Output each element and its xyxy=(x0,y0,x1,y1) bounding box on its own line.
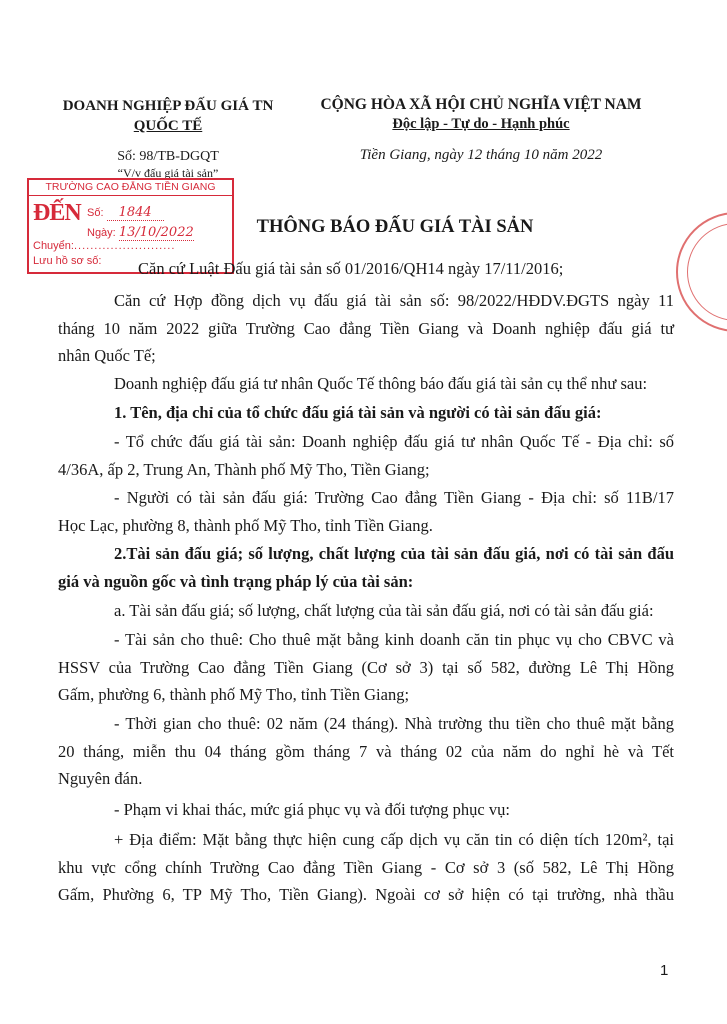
paragraph-rental-period: - Thời gian cho thuê: 02 năm (24 tháng). Nhà trường thu tiền cho thuê mặt bằng 20 tháng, miễn thu 04 tháng gồm tháng 7 và tháng 02 của năm do nghỉ hè và Tết Nguyên đán. xyxy=(58,714,674,788)
stamp-ngay-value: 13/10/2022 xyxy=(118,225,194,240)
org-name xyxy=(40,96,296,136)
paragraph-contract: Căn cứ Hợp đồng dịch vụ đấu giá tài sản số: 98/2022/HĐDV.ĐGTS ngày 11 tháng 10 năm 2022 giữa Trường Cao đẳng Tiền Giang và Doanh nghiệp đấu giá tư nhân Quốc Tế; xyxy=(58,291,674,365)
stamp-so-value: 1844 xyxy=(107,205,164,221)
paragraph-location: + Địa điểm: Mặt bằng thực hiện cung cấp dịch vụ căn tin có diện tích 120m², tại khu vực cổng chính Trường Cao đẳng Tiền Giang - Cơ sở 3 (số 582, Lê Thị Hồng Gấm, Phường 6, TP Mỹ Tho, Tiền Giang). Ngoài cơ sở hiện có tại trường, nhà thầu xyxy=(58,830,674,904)
stamp-org: TRƯỜNG CAO ĐẲNG TIỀN GIANG xyxy=(29,180,232,196)
received-stamp: TRƯỜNG CAO ĐẲNG TIỀN GIANG ĐẾN Số: 1844 Ngày: 13/10/2022 Chuyển:......................... Lưu hồ sơ số: xyxy=(27,178,234,274)
doc-number: Số: 98/TB-DGQT xyxy=(117,149,219,164)
paragraph-legal-basis: Căn cứ Luật Đấu giá tài sản số 01/2016/QH14 ngày 17/11/2016; xyxy=(138,259,564,278)
stamp-so-label: Số: xyxy=(87,207,104,219)
paragraph-announcement: Doanh nghiệp đấu giá tư nhân Quốc Tế thông báo đấu giá tài sản cụ thể như sau: xyxy=(114,374,648,393)
paragraph-asset-owner: - Người có tài sản đấu giá: Trường Cao đẳng Tiền Giang - Địa chỉ: số 11B/17 Học Lạc, phường 8, thành phố Mỹ Tho, tỉnh Tiền Giang. xyxy=(58,488,674,535)
stamp-den: ĐẾN xyxy=(33,200,81,226)
document-title: THÔNG BÁO ĐẤU GIÁ TÀI SẢN xyxy=(256,217,534,237)
paragraph-asset-a: a. Tài sản đấu giá; số lượng, chất lượng của tài sản đấu giá, nơi có tài sản đấu giá: xyxy=(114,601,654,620)
org-name-line1: DOANH NGHIỆP ĐẤU GIÁ TN xyxy=(62,98,274,114)
stamp-luu-label: Lưu hồ sơ số: xyxy=(33,255,102,267)
doc-subject: “V/v đấu giá tài sản” xyxy=(117,166,219,180)
national-motto: Độc lập - Tự do - Hạnh phúc xyxy=(392,116,570,132)
heading-section-2: 2.Tài sản đấu giá; số lượng, chất lượng của tài sản đấu giá, nơi có tài sản đấu giá và nguồn gốc và tình trạng pháp lý của tài sản: xyxy=(58,544,674,591)
paragraph-rental-asset: - Tài sản cho thuê: Cho thuê mặt bằng kinh doanh căn tin phục vụ cho CBVC và HSSV của Trường Cao đẳng Tiền Giang (Cơ sở 3) tại số 582, đường Lê Thị Hồng Gấm, phường 6, thành phố Mỹ Tho, tỉnh Tiền Giang; xyxy=(58,630,674,704)
stamp-chuyen-label: Chuyển: xyxy=(33,240,74,252)
official-seal xyxy=(676,212,727,332)
national-title: CỘNG HÒA XÃ HỘI CHỦ NGHĨA VIỆT NAM xyxy=(320,96,642,113)
org-name-line2: QUỐC TẾ xyxy=(133,118,203,134)
place-date: Tiền Giang, ngày 12 tháng 10 năm 2022 xyxy=(359,147,603,163)
stamp-ngay-label: Ngày: xyxy=(87,227,116,239)
paragraph-scope: - Phạm vi khai thác, mức giá phục vụ và đối tượng phục vụ: xyxy=(114,800,510,819)
page-number: 1 xyxy=(660,962,669,979)
paragraph-auction-org: - Tổ chức đấu giá tài sản: Doanh nghiệp đấu giá tư nhân Quốc Tế - Địa chỉ: số 4/36A, ấp 2, Trung An, Thành phố Mỹ Tho, Tiền Giang; xyxy=(58,432,674,479)
heading-section-1: 1. Tên, địa chỉ của tổ chức đấu giá tài sản và người có tài sản đấu giá: xyxy=(114,403,602,422)
